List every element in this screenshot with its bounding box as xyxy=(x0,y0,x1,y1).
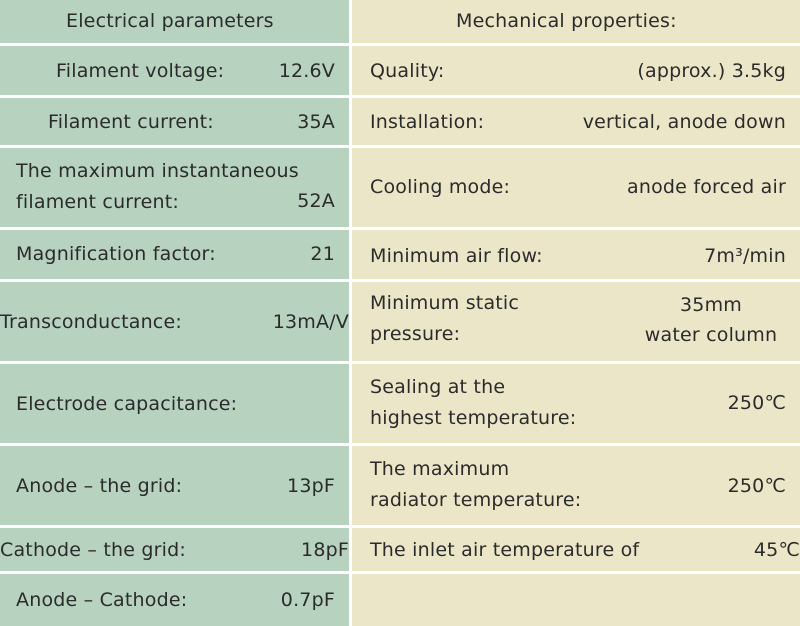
static-pressure-value-line1: 35mm xyxy=(680,294,742,316)
cooling-value: anode forced air xyxy=(627,176,786,198)
filament-voltage-cell xyxy=(0,46,352,98)
cathode-grid-value: 18pF xyxy=(301,539,349,561)
static-pressure-label-line2: pressure: xyxy=(370,323,461,345)
radiator-temp-cell xyxy=(352,446,800,528)
electrode-capacitance-cell xyxy=(0,364,352,446)
sealing-temp-value: 250℃ xyxy=(727,392,786,414)
max-instant-current-label xyxy=(16,156,299,218)
inlet-air-cell xyxy=(352,528,800,574)
filament-current-value: 35A xyxy=(297,111,335,133)
static-pressure-cell xyxy=(352,282,800,364)
electrode-capacitance-label: Electrode capacitance: xyxy=(16,393,238,415)
filament-voltage-label: Filament voltage: xyxy=(56,60,225,82)
static-pressure-label-line1: Minimum static xyxy=(370,292,520,314)
filament-voltage-value: 12.6V xyxy=(278,60,335,82)
quality-cell xyxy=(352,46,800,98)
transconductance-value: 13mA/V xyxy=(272,311,349,333)
anode-cathode-value: 0.7pF xyxy=(280,589,335,611)
max-instant-current-cell xyxy=(0,148,352,230)
mechanical-header-text: Mechanical properties: xyxy=(456,10,677,32)
cathode-grid-cell xyxy=(0,528,352,574)
cathode-grid-label: Cathode – the grid: xyxy=(0,539,186,561)
anode-grid-value: 13pF xyxy=(287,475,335,497)
inlet-air-value: 45℃ xyxy=(753,539,800,561)
installation-label: Installation: xyxy=(370,111,485,133)
air-flow-value: 7m³/min xyxy=(704,245,786,267)
radiator-temp-label-line2: radiator temperature: xyxy=(370,489,582,511)
sealing-temp-cell xyxy=(352,364,800,446)
magnification-cell xyxy=(0,230,352,282)
transconductance-cell xyxy=(0,282,352,364)
air-flow-cell xyxy=(352,230,800,282)
cooling-label: Cooling mode: xyxy=(370,176,511,198)
anode-cathode-label: Anode – Cathode: xyxy=(16,589,188,611)
sealing-temp-label xyxy=(370,372,576,434)
static-pressure-value xyxy=(636,290,786,350)
radiator-temp-label xyxy=(370,454,581,516)
magnification-label: Magnification factor: xyxy=(16,243,216,265)
cooling-cell xyxy=(352,148,800,230)
radiator-temp-value: 250℃ xyxy=(727,475,786,497)
electrical-header-text: Electrical parameters xyxy=(66,10,274,32)
air-flow-label: Minimum air flow: xyxy=(370,245,543,267)
static-pressure-value-line2: water column xyxy=(644,324,778,346)
empty-cell xyxy=(352,574,800,626)
max-instant-current-value: 52A xyxy=(297,190,335,212)
inlet-air-label: The inlet air temperature of xyxy=(370,539,640,561)
filament-current-cell xyxy=(0,98,352,148)
max-instant-current-label-line1: The maximum instantaneous xyxy=(16,160,299,182)
quality-label: Quality: xyxy=(370,60,445,82)
radiator-temp-label-line1: The maximum xyxy=(370,458,510,480)
mechanical-properties-header xyxy=(352,0,800,46)
quality-value: (approx.) 3.5kg xyxy=(637,60,786,82)
max-instant-current-label-line2: filament current: xyxy=(16,191,179,213)
sealing-temp-label-line1: Sealing at the xyxy=(370,376,506,398)
anode-grid-label: Anode – the grid: xyxy=(16,475,183,497)
installation-value: vertical, anode down xyxy=(582,111,786,133)
transconductance-label: Transconductance: xyxy=(0,311,182,333)
anode-cathode-cell xyxy=(0,574,352,626)
magnification-value: 21 xyxy=(310,243,335,265)
electrical-parameters-header xyxy=(0,0,352,46)
installation-cell xyxy=(352,98,800,148)
filament-current-label: Filament current: xyxy=(48,111,214,133)
static-pressure-label xyxy=(370,288,519,350)
sealing-temp-label-line2: highest temperature: xyxy=(370,407,577,429)
anode-grid-cell xyxy=(0,446,352,528)
